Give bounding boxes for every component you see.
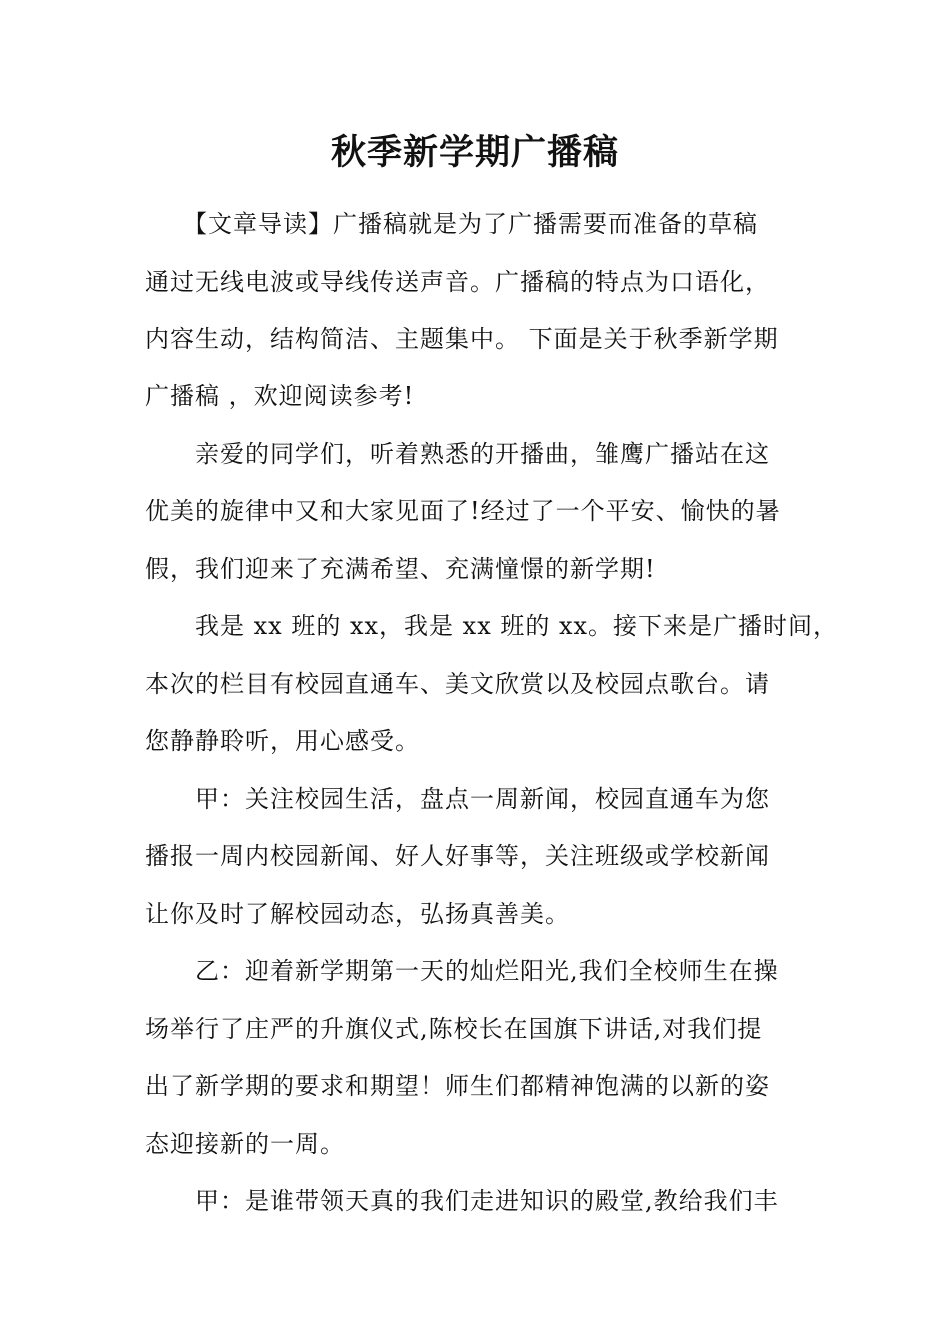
text-line: 假，我们迎来了充满希望、充满憧憬的新学期!: [145, 555, 656, 583]
text-line: 态迎接新的一周。: [145, 1130, 345, 1158]
text-line: 广播稿 ，欢迎阅读参考!: [145, 382, 415, 410]
text-line: 优美的旋律中又和大家见面了!经过了一个平安、愉快的暑: [145, 497, 781, 525]
text-line: 我是 xx 班的 xx，我是 xx 班的 xx。接下来是广播时间，: [145, 612, 839, 640]
text-line: 播报一周内校园新闻、好人好事等，关注班级或学校新闻: [145, 842, 770, 870]
text-line: 场举行了庄严的升旗仪式,陈校长在国旗下讲话,对我们提: [145, 1015, 763, 1043]
text-line: 本次的栏目有校园直通车、美文欣赏以及校园点歌台。请: [145, 670, 770, 698]
text-line: 通过无线电波或导线传送声音。广播稿的特点为口语化，: [145, 268, 770, 296]
text-line: 内容生动，结构简洁、主题集中。 下面是关于秋季新学期: [145, 325, 779, 353]
text-line: 【文章导读】广播稿就是为了广播需要而准备的草稿: [145, 210, 758, 238]
text-line: 亲爱的同学们，听着熟悉的开播曲，雏鹰广播站在这: [145, 440, 770, 468]
text-line: 让你及时了解校园动态，弘扬真善美。: [145, 900, 570, 928]
text-line: 出了新学期的要求和期望！师生们都精神饱满的以新的姿: [145, 1072, 770, 1100]
text-line: 您静静聆听，用心感受。: [145, 727, 420, 755]
text-line: 甲：关注校园生活，盘点一周新闻，校园直通车为您: [145, 785, 770, 813]
document-title: 秋季新学期广播稿: [330, 132, 619, 173]
text-line: 甲：是谁带领天真的我们走进知识的殿堂,教给我们丰: [145, 1187, 779, 1215]
text-line: 乙：迎着新学期第一天的灿烂阳光,我们全校师生在操: [145, 957, 779, 985]
